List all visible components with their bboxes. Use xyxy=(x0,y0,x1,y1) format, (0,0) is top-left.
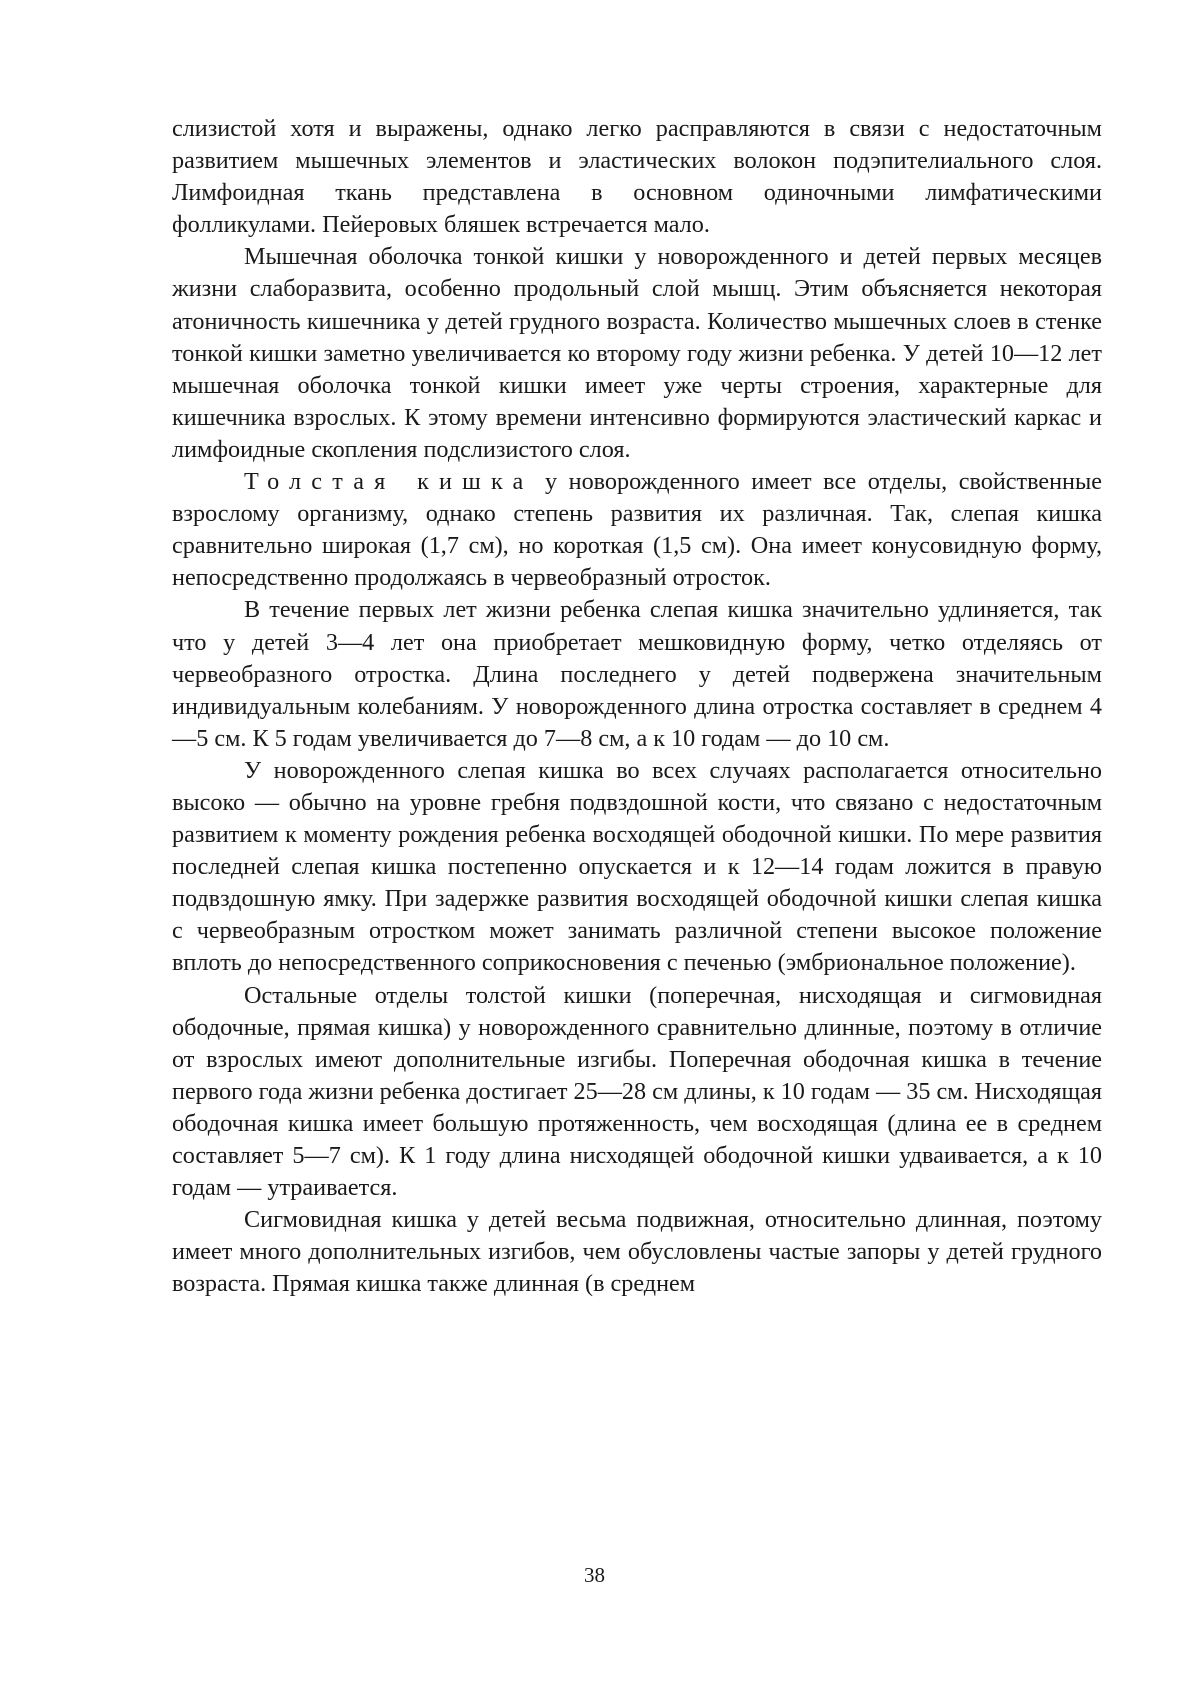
paragraph-2: Мышечная оболочка тонкой кишки у новорожденного и детей первых месяцев жизни слаборазвита, особенно продольный слой мышц. Этим объясняется некоторая атоничность кишечника у детей грудного возраста. Количество мышечных слоев в стенке тонкой кишки заметно увеличивается ко второму году жизни ребенка. У детей 10—12 лет мышечная оболочка тонкой кишки имеет уже черты строения, характерные для кишечника взрослых. К этому времени интенсивно формируются эластический каркас и лимфоидные скопления подслизистого слоя. xyxy=(172,243,1102,463)
paragraph-3 xyxy=(172,466,1102,594)
paragraph-6: Остальные отделы толстой кишки (поперечная, нисходящая и сигмовидная ободочные, прямая кишка) у новорожденного сравнительно длинные, поэтому в отличие от взрослых имеют дополнительные изгибы. Поперечная ободочная кишка в течение первого года жизни ребенка достигает 25—28 см длины, к 10 годам — 35 см. Нисходящая ободочная кишка имеет большую протяженность, чем восходящая (длина ее в среднем составляет 5—7 см). К 1 году длина нисходящей ободочной кишки удваивается, а к 10 годам — утраивается. xyxy=(172,981,1102,1202)
paragraph-4: В течение первых лет жизни ребенка слепая кишка значительно удлиняется, так что у детей 3—4 лет она приобретает мешковидную форму, четко отделяясь от червеобразного отростка. Длина последнего у детей подвержена значительным индивидуальным колебаниям. У новорожденного длина отростка составляет в среднем 4—5 см. К 5 годам увеличивается до 7—8 см, а к 10 годам — до 10 см. xyxy=(172,596,1102,752)
paragraph-3-text: у новорожденного имеет все отделы, свойственные взрослому организму, однако степень развития их различная. Так, слепая кишка сравнительно широкая (1,7 см), но короткая (1,5 см). Она имеет конусовидную форму, непосредственно продолжаясь в червеобразный отросток. xyxy=(172,468,1102,592)
paragraph-7: Сигмовидная кишка у детей весьма подвижная, относительно длинная, поэтому имеет много дополнительных изгибов, чем обусловлены частые запоры у детей грудного возраста. Прямая кишка также длинная (в среднем xyxy=(172,1206,1102,1298)
spaced-term: Толстая кишка xyxy=(244,468,534,496)
body-text xyxy=(172,113,1102,1300)
paragraph-5: У новорожденного слепая кишка во всех случаях располагается относительно высоко — обычно на уровне гребня подвздошной кости, что связано с недостаточным развитием к моменту рождения ребенка восходящей ободочной кишки. По мере развития последней слепая кишка постепенно опускается и к 12—14 годам ложится в правую подвздошную ямку. При задержке развития восходящей ободочной кишки слепая кишка с червеобразным отростком может занимать различной степени высокое положение вплоть до непосредственного соприкосновения с печенью (эмбриональное положение). xyxy=(172,756,1102,977)
paragraph-1: слизистой хотя и выражены, однако легко расправляются в связи с недостаточным развитием мышечных элементов и эластических волокон подэпителиального слоя. Лимфоидная ткань представлена в основном одиночными лимфатическими фолликулами. Пейеровых бляшек встречается мало. xyxy=(172,115,1102,239)
page-number: 38 xyxy=(584,1563,605,1587)
